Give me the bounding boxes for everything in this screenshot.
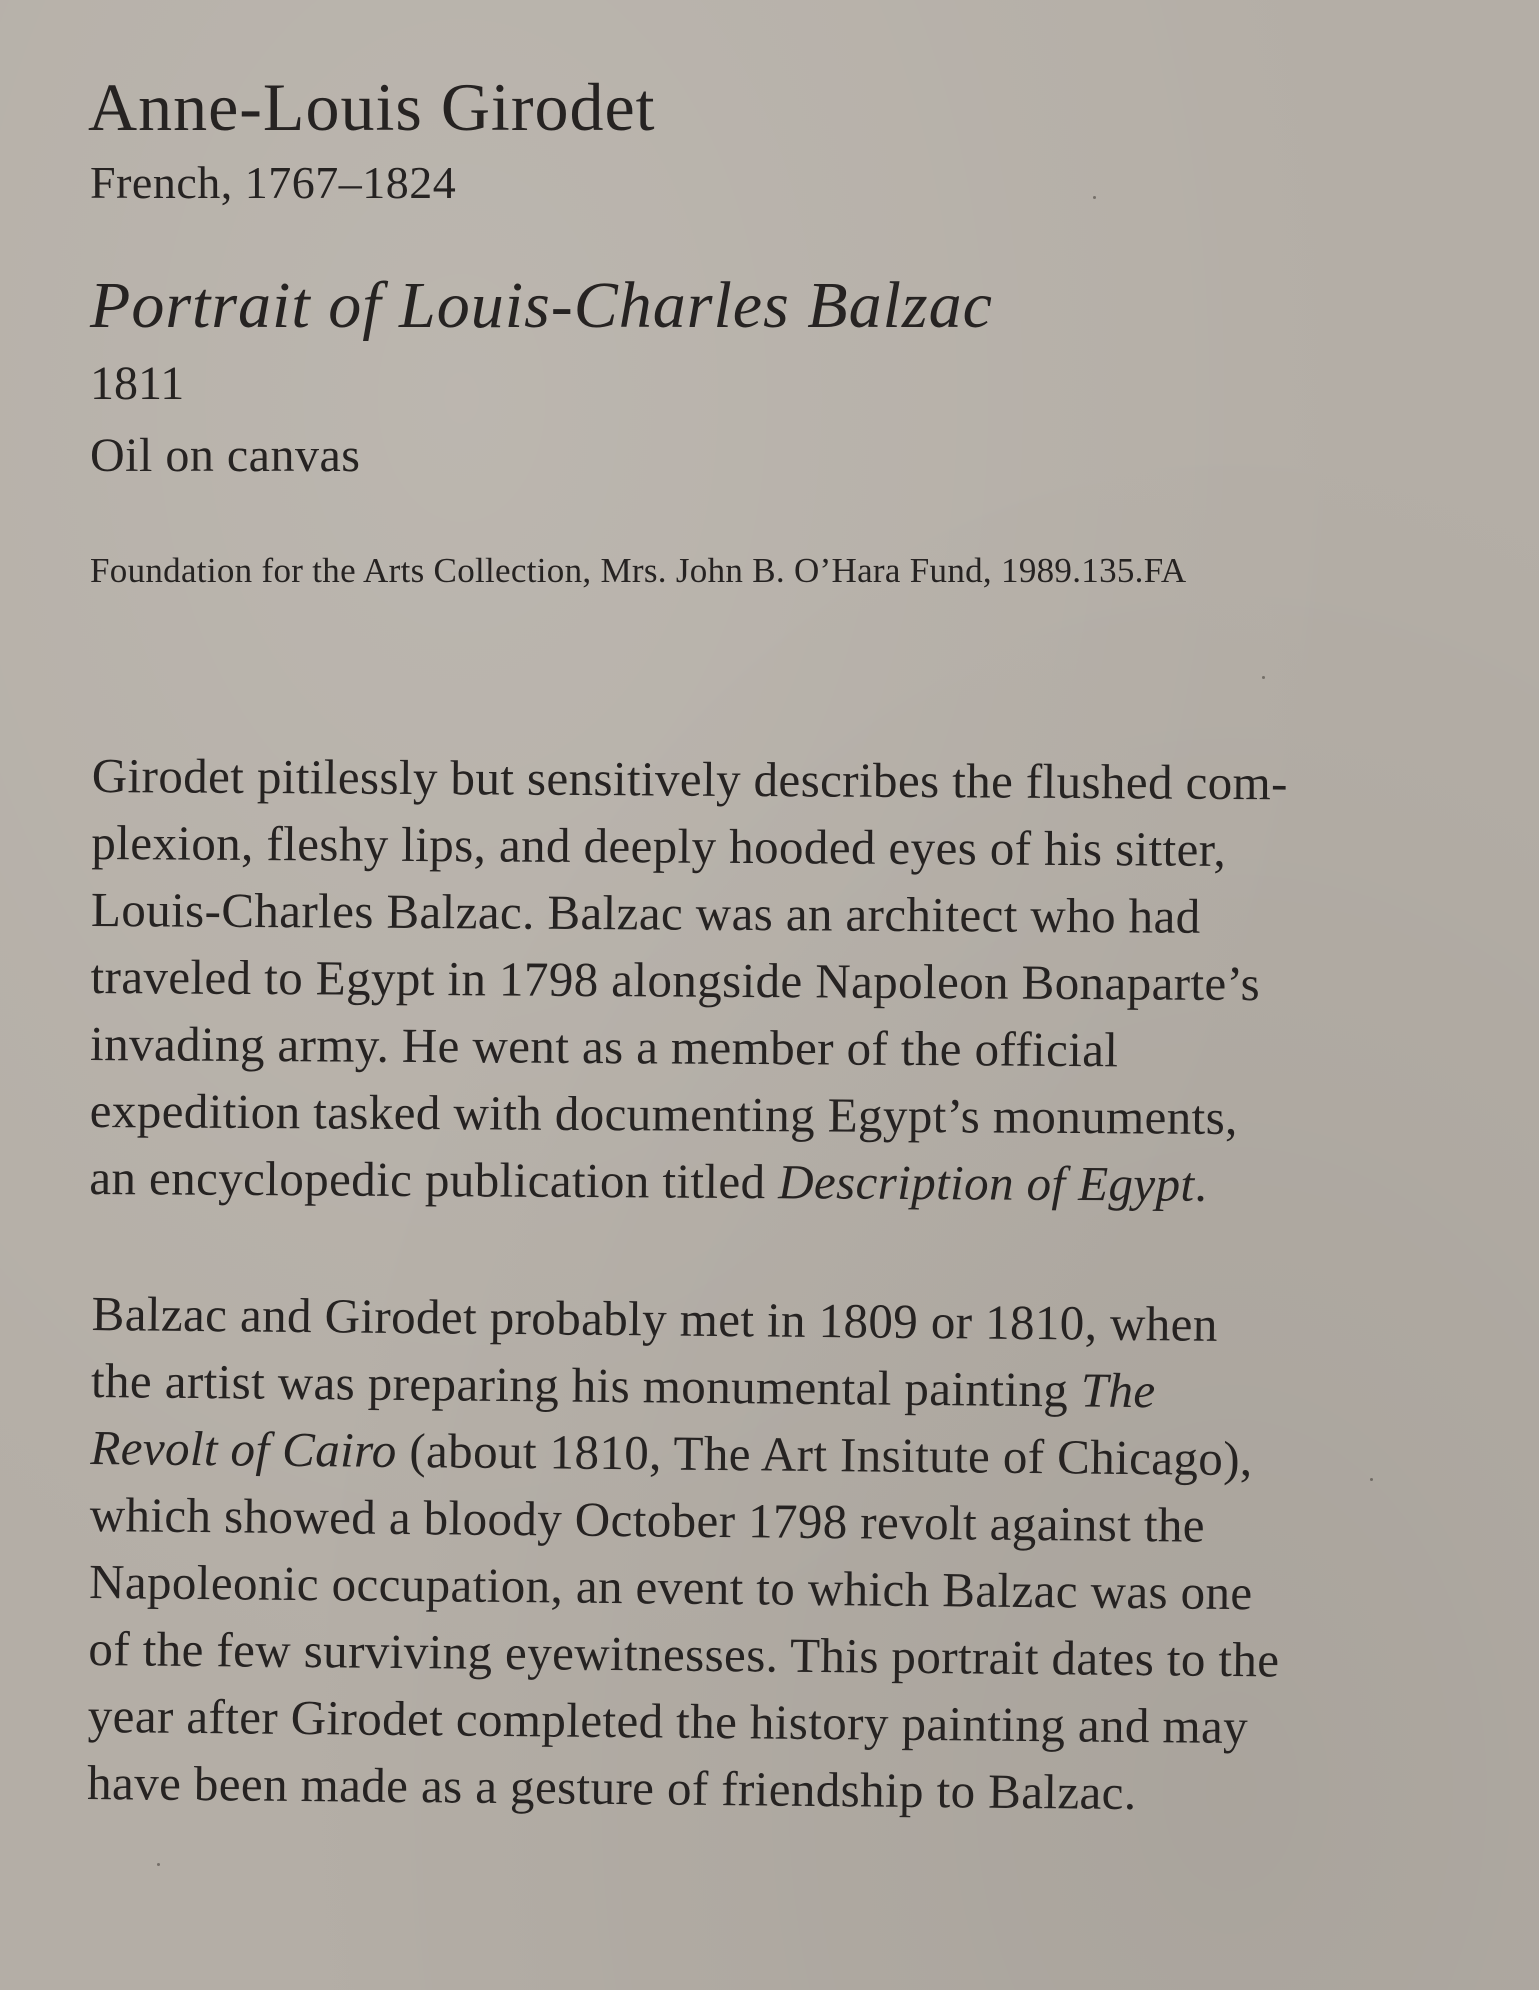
- paragraph-line: plexion, fleshy lips, and deeply hooded eyes of his sitter,: [91, 814, 1227, 877]
- paragraph-line: Napoleonic occupation, an event to which Balzac was one: [88, 1553, 1253, 1621]
- line-text: the artist was preparing his monumental painting: [90, 1352, 1082, 1418]
- credit-line: Foundation for the Arts Collection, Mrs. John B. O’Hara Fund, 1989.135.FA: [90, 551, 1187, 590]
- artwork-medium: Oil on canvas: [90, 429, 361, 482]
- description-paragraph-1: [89, 742, 1472, 1219]
- line-text: an encyclopedic publication titled: [89, 1149, 779, 1210]
- paragraph-line: of the few surviving eyewitnesses. This portrait dates to the: [88, 1620, 1280, 1688]
- paper-speck: [1370, 1478, 1373, 1481]
- artwork-title: Portrait of Louis-Charles Balzac: [90, 269, 993, 342]
- paragraph-line: traveled to Egypt in 1798 alongside Napoleon Bonaparte’s: [90, 948, 1261, 1012]
- paper-speck: [1093, 196, 1096, 199]
- paragraph-line: year after Girodet completed the history painting and may: [87, 1687, 1249, 1755]
- paragraph-line: Girodet pitilessly but sensitively describes the flushed com-: [91, 747, 1289, 811]
- line-text: (about 1810, The Art Insitute of Chicago),: [396, 1422, 1253, 1487]
- artwork-date: 1811: [90, 357, 185, 410]
- paper-speck: [157, 1863, 160, 1866]
- paragraph-line: have been made as a gesture of friendship to Balzac.: [86, 1754, 1137, 1821]
- paragraph-line: expedition tasked with documenting Egypt’s monuments,: [89, 1082, 1238, 1146]
- publication-title: Description of Egypt: [778, 1154, 1195, 1212]
- painting-title-part: The: [1080, 1362, 1156, 1419]
- paragraph-line: invading army. He went as a member of the official: [89, 1015, 1119, 1078]
- paragraph-line: [89, 1144, 1469, 1219]
- paragraph-line: Louis-Charles Balzac. Balzac was an architect who had: [90, 881, 1201, 944]
- line-text: .: [1194, 1156, 1208, 1212]
- artist-nationality-dates: French, 1767–1824: [90, 157, 457, 208]
- description-paragraph-2: [87, 1280, 1472, 1829]
- paper-speck: [1262, 676, 1265, 679]
- paragraph-line: Balzac and Girodet probably met in 1809 or 1810, when: [91, 1285, 1219, 1352]
- paragraph-line: which showed a bloody October 1798 revolt against the: [89, 1486, 1206, 1553]
- artist-name: Anne-Louis Girodet: [88, 69, 656, 145]
- painting-title-part: Revolt of Cairo: [90, 1419, 397, 1478]
